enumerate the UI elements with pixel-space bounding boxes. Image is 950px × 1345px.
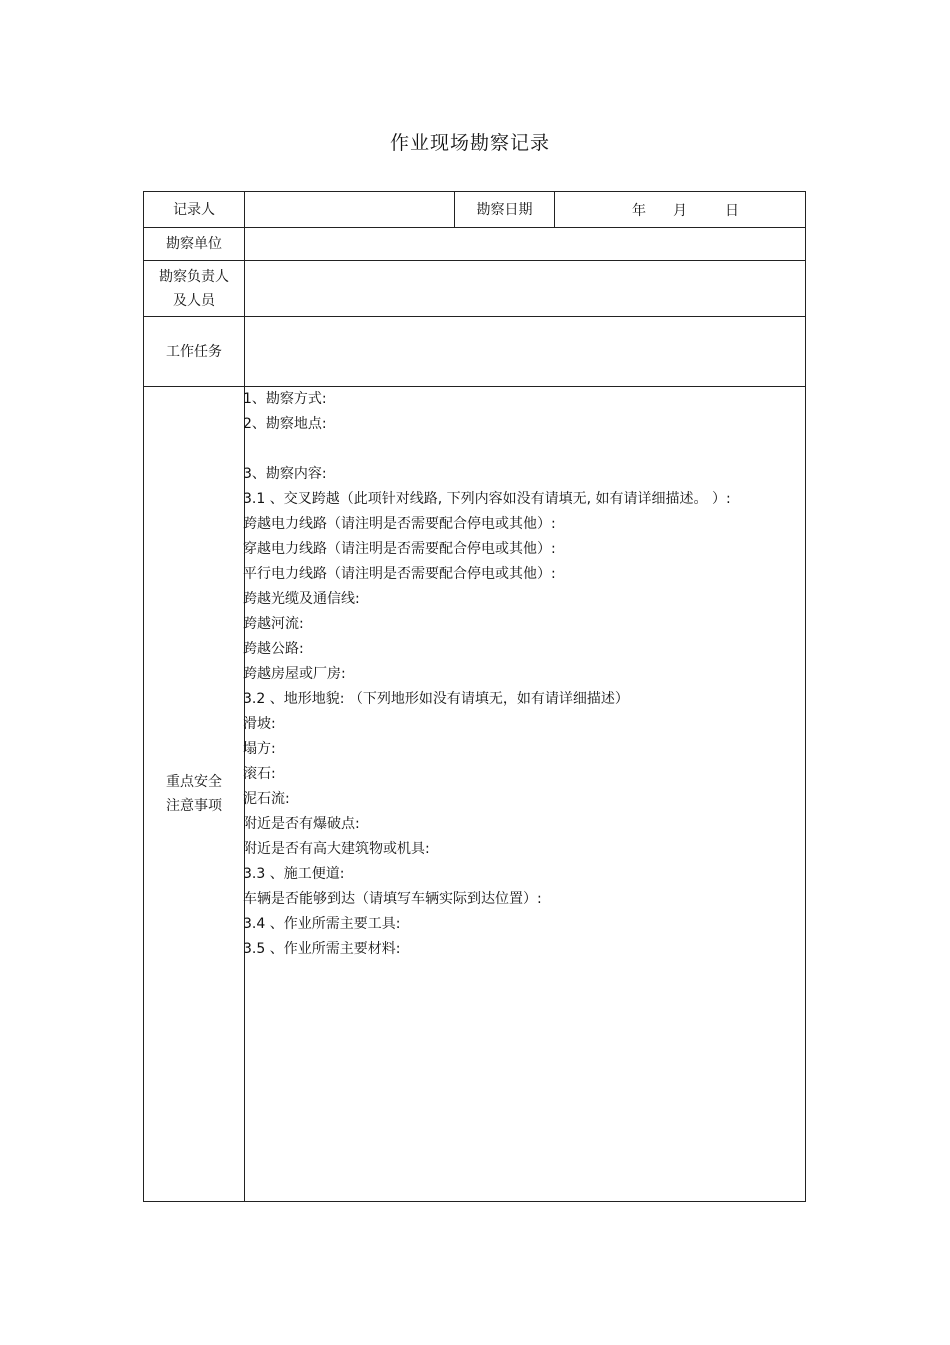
note-line: 穿越电力线路（请注明是否需要配合停电或其他）: bbox=[243, 541, 556, 557]
note-line: 附近是否有高大建筑物或机具: bbox=[243, 841, 430, 857]
page-title: 作业现场勘察记录 bbox=[389, 132, 550, 154]
recorder-field[interactable] bbox=[245, 192, 455, 228]
survey-date-field[interactable] bbox=[555, 192, 806, 228]
note-line: 3、勘察内容: bbox=[243, 466, 327, 482]
note-line: 跨越电力线路（请注明是否需要配合停电或其他）: bbox=[243, 516, 556, 532]
note-line: 3.5 、作业所需主要材料: bbox=[243, 941, 401, 957]
note-line: 1、勘察方式: bbox=[243, 391, 327, 407]
note-line: 附近是否有爆破点: bbox=[243, 816, 360, 832]
safety-notes-label-line1: 重点安全 bbox=[166, 774, 222, 790]
note-line: 跨越光缆及通信线: bbox=[243, 591, 360, 607]
survey-unit-field[interactable] bbox=[245, 228, 806, 261]
safety-notes-label-line2: 注意事项 bbox=[166, 798, 222, 814]
survey-date-label: 勘察日期 bbox=[455, 192, 555, 228]
date-year-label: 年 bbox=[632, 203, 646, 219]
date-day-label: 日 bbox=[725, 203, 739, 219]
survey-record-form bbox=[143, 191, 806, 1202]
survey-unit-label: 勘察单位 bbox=[144, 228, 245, 261]
work-task-field[interactable] bbox=[245, 317, 806, 387]
safety-notes-field[interactable] bbox=[245, 387, 806, 1202]
date-month-label: 月 bbox=[673, 203, 687, 219]
note-line: 跨越河流: bbox=[243, 616, 304, 632]
note-line: 2、勘察地点: bbox=[243, 416, 327, 432]
work-task-label: 工作任务 bbox=[144, 317, 245, 387]
note-line: 滑坡: bbox=[243, 716, 276, 732]
survey-lead-label-line2: 及人员 bbox=[173, 292, 215, 309]
note-line bbox=[243, 437, 805, 462]
note-line: 3.1 、交叉跨越（此项针对线路, 下列内容如没有请填无, 如有请详细描述。 ）: bbox=[243, 491, 731, 507]
note-line: 平行电力线路（请注明是否需要配合停电或其他）: bbox=[243, 566, 556, 582]
note-line: 跨越房屋或厂房: bbox=[243, 666, 346, 682]
note-line: 3.4 、作业所需主要工具: bbox=[243, 916, 401, 932]
survey-lead-label bbox=[144, 261, 245, 317]
note-line: 滚石: bbox=[243, 766, 276, 782]
note-line: 塌方: bbox=[243, 741, 276, 757]
note-line: 3.2 、地形地貌: （下列地形如没有请填无，如有请详细描述） bbox=[243, 691, 629, 707]
note-line: 车辆是否能够到达（请填写车辆实际到达位置）: bbox=[243, 891, 542, 907]
note-line: 跨越公路: bbox=[243, 641, 304, 657]
note-line: 3.3 、施工便道: bbox=[243, 866, 345, 882]
safety-notes-label bbox=[144, 387, 245, 1202]
survey-lead-label-line1: 勘察负责人 bbox=[159, 268, 229, 285]
recorder-label: 记录人 bbox=[144, 192, 245, 228]
survey-lead-field[interactable] bbox=[245, 261, 806, 317]
note-line: 泥石流: bbox=[243, 791, 290, 807]
